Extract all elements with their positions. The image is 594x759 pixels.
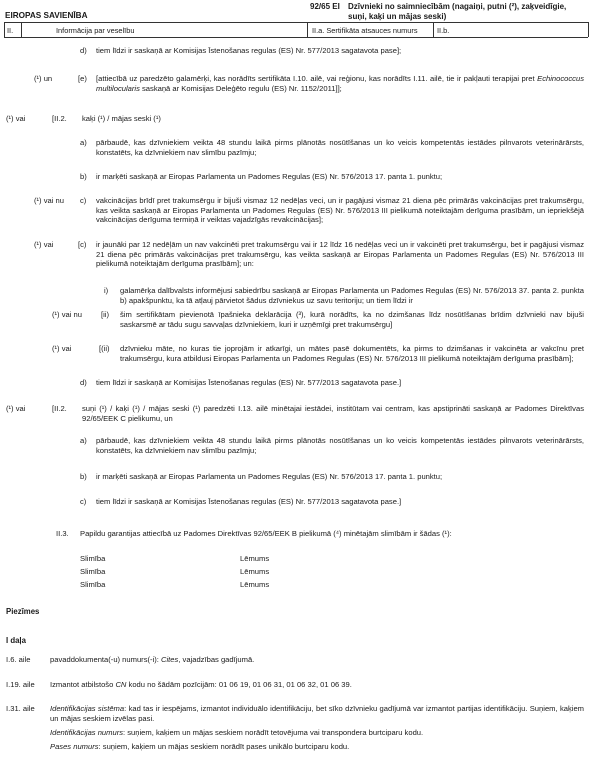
item-ii-a-text: šim sertifikātam pievienotā īpašnieka deklarācija (³), kurā norādīts, ka no dzimšanas līdz nosūtīšanas brīdim dzīvnieki nav bijuši saskarsmē ar tādu sugu savvaļas dzīvniekiem, kuri ir uzņēmīgi pret trakumsērgu] — [120, 310, 584, 329]
table-divider-2 — [307, 22, 308, 37]
note-i19-label: I.19. aile — [6, 680, 35, 689]
item-e-text-post: saskaņā ar Komisijas Deleģēto regulu (ES) Nr. 1152/2011]]; — [139, 83, 342, 93]
note-i31-b-term: Identifikācijas numurs — [50, 728, 124, 737]
certificate-title: Dzīvnieki no saimniecībām (nagaiņi, putni (²), zaķveidīgie, suņi, kaķi un mājas seski) — [348, 2, 567, 21]
table-border-left — [4, 22, 5, 37]
item-ii-b-option: (¹) vai — [52, 344, 72, 353]
notes-part-title: I daļa — [6, 636, 26, 645]
note-i6-label: I.6. aile — [6, 655, 31, 664]
item-e-text-species: Echinococcus multilocularis — [96, 74, 584, 93]
item-b2-label: b) — [80, 472, 87, 481]
item-e-label: [e) — [78, 74, 87, 83]
item-ii-a-option: (¹) vai nu — [52, 310, 82, 319]
item-d2-text: tiem līdzi ir saskaņā ar Komisijas Īstenošanas regulas (ES) Nr. 577/2013 sagatavota pase.] — [96, 378, 402, 387]
disease-row-2-decision: Lēmums — [240, 567, 270, 576]
disease-row-3-decision: Lēmums — [240, 580, 270, 589]
item-c1-option: (¹) vai nu — [34, 196, 64, 205]
item-a1-label: a) — [80, 138, 87, 147]
document-header-left: EIROPAS SAVIENĪBA — [5, 11, 88, 20]
section-ii2a-text: kaķi (¹) / mājas seski (¹) — [82, 114, 161, 123]
item-d1-label: d) — [80, 46, 87, 55]
disease-row-3-name: Slimība — [80, 580, 106, 589]
section-ii2a-label: [II.2. — [52, 114, 67, 123]
note-i19-post: kodu no šādām pozīcijām: 01 06 19, 01 06 31, 01 06 32, 01 06 39. — [126, 680, 352, 689]
note-i19-cn: CN — [115, 680, 127, 689]
section-ii2b-option: (¹) vai — [6, 404, 26, 413]
section-ii3-label: II.3. — [56, 529, 69, 538]
table-top-line — [4, 22, 588, 23]
item-a2-text: pārbaudē, kas dzīvniekiem veikta 48 stundu laikā pirms plānotās nosūtīšanas un ko veicis kompetentās iestādes pilnvarots veterinārārsts, konstatēts, ka dzīvniekiem nav slimību pazīmju; — [96, 436, 584, 455]
note-i31-text-c — [50, 742, 584, 752]
note-i31-c-post: : suņiem, kaķiem un mājas seskiem norādīt pases unikālo burtciparu kodu. — [98, 742, 350, 751]
item-c3-text: tiem līdzi ir saskaņā ar Komisijas Īstenošanas regulas (ES) Nr. 577/2013 sagatavota pase.] — [96, 497, 402, 506]
item-d2-label: d) — [80, 378, 87, 387]
note-i31-b-post: : suņiem, kaķiem un mājas seskiem norādīt tetovējuma vai transpondera burtciparu kodu. — [123, 728, 424, 737]
item-ii-b-text: dzīvnieku māte, no kuras tie joprojām ir atkarīgi, un mātes pasē dokumentēts, ka pirms to dzimšanas ir vakcinēta ar vakcīnu pret trakumsērgu, kura atbildusi Eiropas Parlamenta un Padomes Regulas (ES) Nr. 576/2013 III pielikumā noteiktajām derīguma prasībām]; — [120, 344, 584, 363]
item-i-label: i) — [104, 286, 109, 295]
note-i31-a-term: Identifikācijas sistēma — [50, 704, 125, 713]
item-e-text — [96, 74, 584, 93]
item-c1-label: c) — [80, 196, 87, 205]
table-header-col1: II. — [7, 26, 14, 35]
item-b1-text: ir marķēti saskaņā ar Eiropas Parlamenta un Padomes Regulas (ES) Nr. 576/2013 17. panta 1. punktu; — [96, 172, 443, 181]
item-d1-text: tiem līdzi ir saskaņā ar Komisijas Īstenošanas regulas (ES) Nr. 577/2013 sagatavota pase]; — [96, 46, 402, 55]
note-i31-a-post: : kad tas ir iespējams, izmantot individuālo identifikāciju, bet sīko dzīvnieku gadījumā var izmantot partijas identifikāciju. Suņiem, kaķiem un mājas seskiem izvēlas pasi. — [50, 704, 585, 723]
disease-row-2-name: Slimība — [80, 567, 106, 576]
item-c3-label: c) — [80, 497, 87, 506]
item-b1-label: b) — [80, 172, 87, 181]
section-ii2a-option: (¹) vai — [6, 114, 26, 123]
note-i19-text — [50, 680, 584, 690]
item-i-text: galamērķa dalībvalsts informējusi sabiedrību saskaņā ar Eiropas Parlamenta un Padomes Regulas (ES) Nr. 576/2013 37. panta 2. punkta b) apakšpunktu, ka tā atļauj pārvietot šādus dzīvniekus uz savu teritoriju; un tiem līdzi ir — [120, 286, 584, 305]
note-i31-label: I.31. aile — [6, 704, 35, 713]
certificate-code: 92/65 EI — [310, 2, 340, 11]
note-i6-cites: Cites — [161, 655, 179, 664]
item-b2-text: ir marķēti saskaņā ar Eiropas Parlamenta un Padomes Regulas (ES) Nr. 576/2013 17. panta 1. punktu; — [96, 472, 443, 481]
table-border-right — [588, 22, 589, 37]
section-ii2b-label: [II.2. — [52, 404, 67, 413]
item-c2-option: (¹) vai — [34, 240, 54, 249]
note-i6-text — [50, 655, 584, 665]
disease-row-1-decision: Lēmums — [240, 554, 270, 563]
table-header-col4: II.b. — [437, 26, 450, 35]
section-ii2b-text: suņi (¹) / kaķi (¹) / mājas seski (¹) paredzēti I.13. ailē minētajai iestādei, institūtam vai centram, kas apstiprināti saskaņā ar Padomes Direktīvas 92/65/EEK C pielikumu, un — [82, 404, 584, 423]
note-i6-pre: pavaddokumenta(-u) numurs(-i): — [50, 655, 161, 664]
item-a1-text: pārbaudē, kas dzīvniekiem veikta 48 stundu laikā pirms plānotās nosūtīšanas un ko veicis kompetentās iestādes pilnvarots veterinārārsts, konstatēts, ka dzīvniekiem nav slimību pazīmju; — [96, 138, 584, 157]
item-c2-text: ir jaunāki par 12 nedēļām un nav vakcinēti pret trakumsērgu vai ir 12 līdz 16 nedēļas veci un ir vakcinēti pret trakumsērgu, bet ir pagājusi vismaz 21 diena pēc primārās vakcinācijas pret trakumsērgu, kas veikta saskaņā ar Eiropas Parlamenta un Padomes Regulas (ES) Nr. 576/2013 III pielikumā noteiktajām derīguma prasībām]; un: — [96, 240, 584, 269]
table-header-col3: II.a. Sertifikāta atsauces numurs — [312, 26, 418, 35]
item-c1-text: vakcinācijas brīdī pret trakumsērgu ir bijuši vismaz 12 nedēļas veci, un ir pagājusi vismaz 21 diena pēc primārās vakcinācijas pret trakumsērgu, kas veikta saskaņā ar Eiropas Parlamenta un Padomes Regulas (ES) Nr. 576/2013 III pielikumā noteiktajām derīguma prasībām, un iepriekšējā vakcinācijas derīguma termiņā ir veiktas vajadzīgās revakcinācijas]; — [96, 196, 584, 225]
note-i19-pre: Izmantot atbilstošo — [50, 680, 116, 689]
item-e-option: (¹) un — [34, 74, 53, 83]
table-divider-1 — [21, 22, 22, 37]
table-header-bottom-line — [4, 37, 588, 38]
item-c2-label: [c) — [78, 240, 87, 249]
item-e-text-pre: [attiecībā uz paredzēto galamērķi, kas norādīts sertifikāta I.10. ailē, vai reģionu, kas norādīts I.11. ailē, tie ir pakļauti terapijai pret — [96, 74, 538, 83]
section-ii3-text: Papildu garantijas attiecībā uz Padomes Direktīvas 92/65/EEK B pielikumā (⁴) minētajām slimībām ir šādas (¹): — [80, 529, 452, 538]
notes-title: Piezīmes — [6, 607, 40, 616]
disease-row-1-name: Slimība — [80, 554, 106, 563]
note-i6-post: , vajadzības gadījumā. — [178, 655, 255, 664]
table-divider-3 — [433, 22, 434, 37]
note-i31-text-b — [50, 728, 584, 738]
note-i31-c-term: Pases numurs — [50, 742, 99, 751]
item-ii-b-label: [(ii) — [99, 344, 110, 353]
table-header-col2: Informācija par veselību — [56, 26, 135, 35]
item-a2-label: a) — [80, 436, 87, 445]
note-i31-text-a — [50, 704, 584, 723]
item-ii-a-label: [ii) — [101, 310, 110, 319]
